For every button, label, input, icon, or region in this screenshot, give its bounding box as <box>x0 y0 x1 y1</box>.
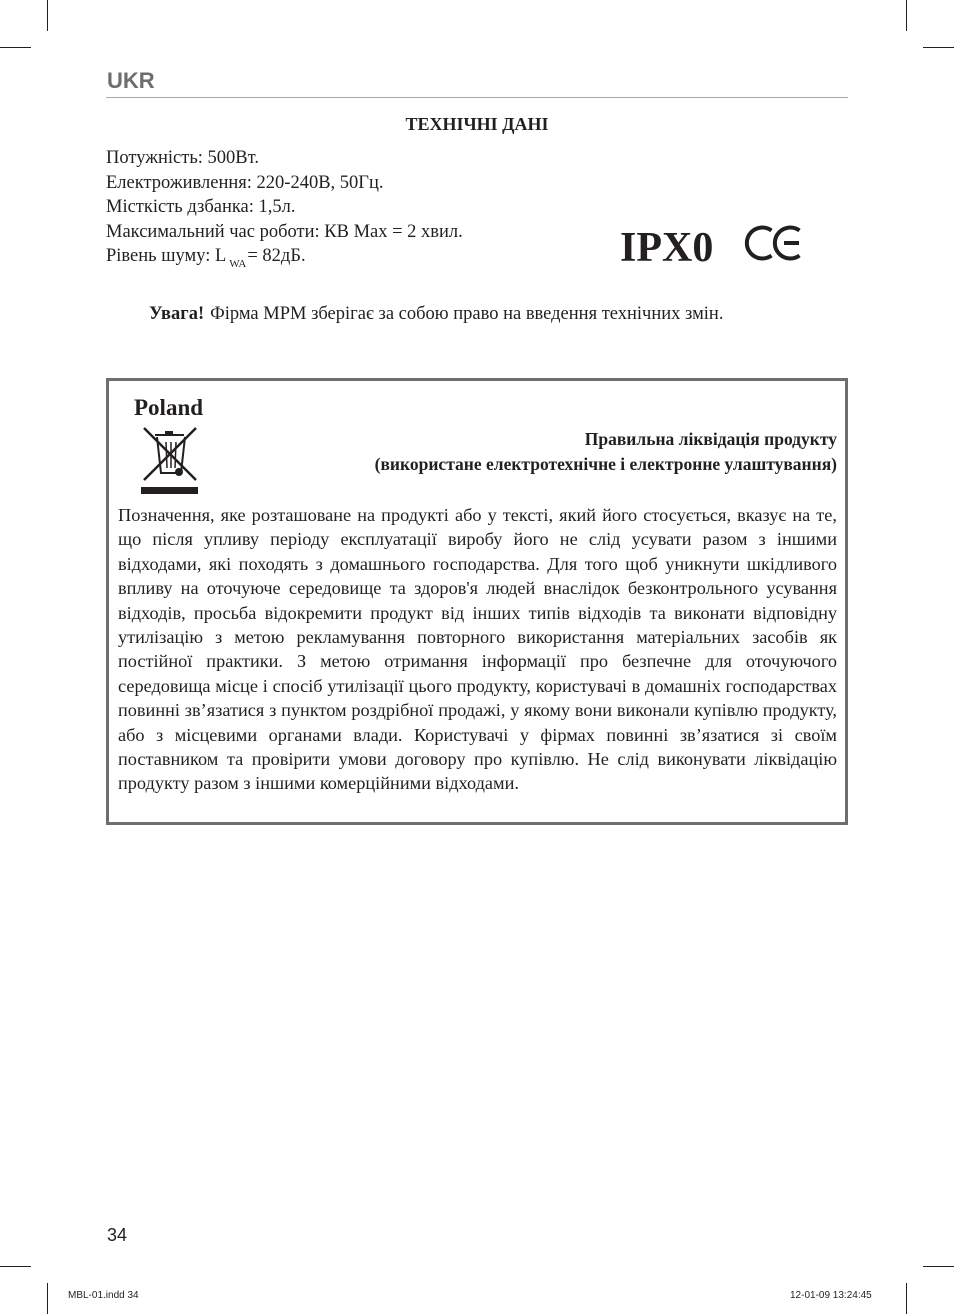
crop-mark <box>47 1283 48 1314</box>
crossed-out-wheelie-bin-icon <box>139 425 203 497</box>
spec-max-time: Максимальний час роботи: КВ Max = 2 хвил. <box>106 221 463 242</box>
disposal-heading-line2: (використане електротехнічне і електронне улаштування) <box>374 454 837 474</box>
crop-mark <box>906 0 907 31</box>
crop-mark <box>0 1266 31 1267</box>
disposal-heading-line1: Правильна ліквідація продукту <box>584 429 837 449</box>
spec-capacity: Місткість дзбанка: 1,5л. <box>106 197 296 217</box>
ipx-rating: IPX0 <box>620 225 714 271</box>
crop-mark <box>923 47 954 48</box>
noise-subscript: WA <box>229 258 247 270</box>
crop-mark <box>0 47 31 48</box>
country-label: Poland <box>134 395 204 420</box>
language-code: UKR <box>107 68 155 93</box>
header-rule <box>106 97 848 98</box>
page-number: 34 <box>107 1225 128 1245</box>
spec-noise <box>106 244 463 277</box>
noise-value: = 82дБ. <box>247 246 306 266</box>
notice-text: Фірма MPM зберігає за собою право на введення технічних змін. <box>210 304 724 324</box>
slug-date: 12-01-09 13:24:45 <box>790 1290 872 1301</box>
crop-mark <box>47 0 48 31</box>
notice-label: Увага! <box>149 304 205 324</box>
noise-prefix: Рівень шуму: L <box>106 246 227 266</box>
disposal-body: Позначення, яке розташоване на продукті або у тексті, який його стосується, вказує на те, що після упливу періоду експлуатації виробу його не слід усувати разом з іншими відходами, які походять з домашнього господарства. Для того щоб уникнути шкідливого впливу на оточуюче середовище та здоров'я людей внаслідок безконтрольного усування відходів, просьба відокремити продукт від інших типів відходів та виконати відповідну утилізацію з метою рекламування повторного використання матеріальних засобів як постійної практики. З метою отримання інформації про безпечне для оточуючого середовища місце і спосіб утилізації цього продукту, користувачі в домашніх господарствах повинні зв’язатися з пунктом роздрібної продажі, у якому вони виконали купівлю продукту, або з місцевими органами влади. Користувачі у фірмах повинні зв’язатися зі своїм поставником та провірити умови договору про купівлю. Не слід виконувати ліквідацію продукту разом з іншими комерційними відходами. <box>118 505 837 794</box>
technical-specs <box>106 146 463 277</box>
disposal-heading <box>375 427 837 477</box>
spec-supply: Електроживлення: 220-240В, 50Гц. <box>106 172 384 193</box>
crop-mark <box>906 1283 907 1314</box>
notice <box>149 304 723 325</box>
crop-mark <box>923 1266 954 1267</box>
disposal-box <box>106 378 848 825</box>
slug-file: MBL-01.indd 34 <box>68 1290 139 1301</box>
ce-mark-icon <box>744 223 804 263</box>
section-title: ТЕХНІЧНІ ДАНІ <box>405 114 549 134</box>
spec-power: Потужність: 500Вт. <box>106 148 259 168</box>
